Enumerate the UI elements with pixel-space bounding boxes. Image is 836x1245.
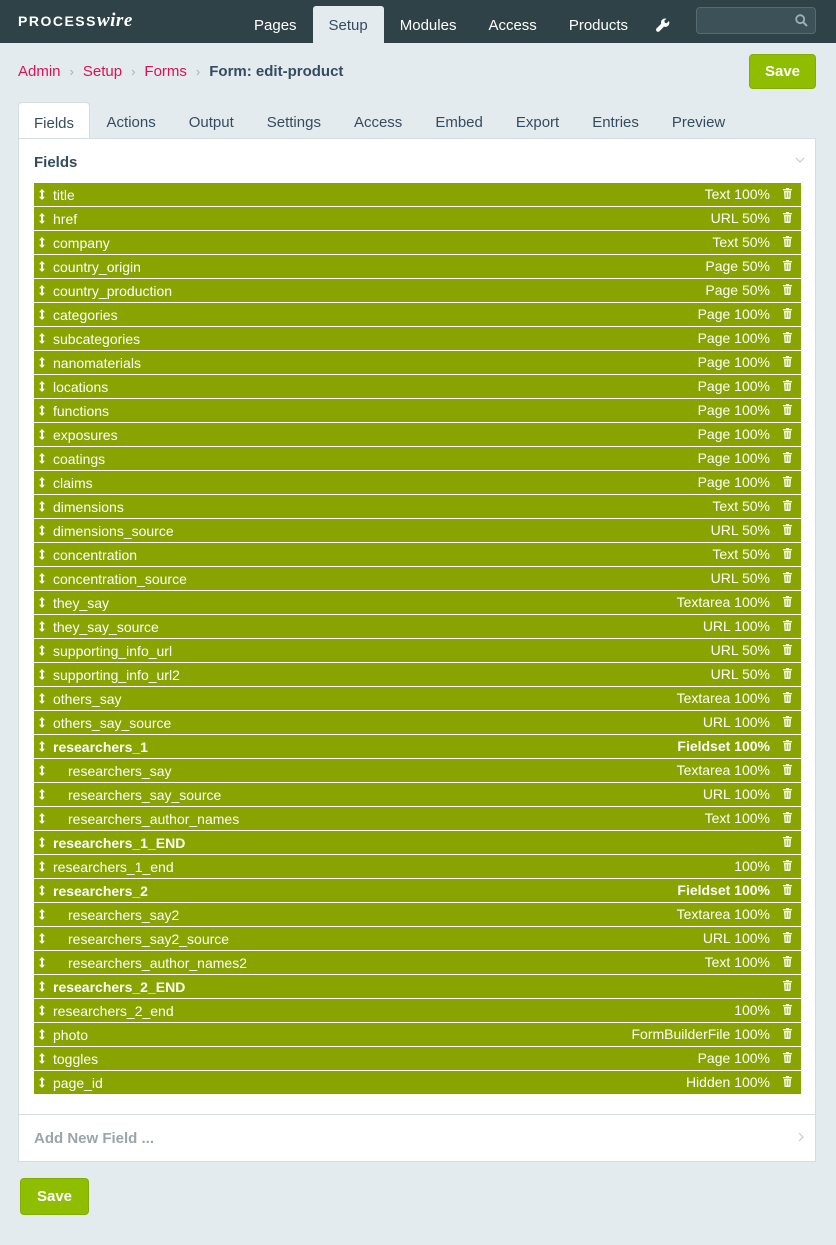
drag-arrows-icon[interactable] — [38, 1053, 46, 1064]
field-type-width: Page 100% — [697, 1050, 770, 1066]
field-name[interactable]: page_id — [53, 1075, 103, 1091]
drag-arrows-icon[interactable] — [38, 693, 46, 704]
drag-arrows-icon[interactable] — [38, 717, 46, 728]
field-row[interactable] — [34, 567, 801, 591]
drag-arrows-icon[interactable] — [38, 1029, 46, 1040]
field-row[interactable] — [34, 207, 801, 231]
field-type-width: Page 100% — [697, 354, 770, 370]
trash-icon[interactable] — [783, 668, 792, 679]
field-type-width: Page 100% — [697, 426, 770, 442]
trash-icon[interactable] — [783, 596, 792, 607]
drag-arrows-icon[interactable] — [38, 861, 46, 872]
field-row[interactable] — [34, 759, 801, 783]
chevron-right-icon[interactable] — [797, 1132, 805, 1142]
field-type-width: URL 50% — [710, 642, 770, 658]
field-row[interactable] — [34, 591, 801, 615]
field-name[interactable]: locations — [53, 379, 109, 395]
field-name[interactable]: they_say — [53, 595, 110, 611]
field-name[interactable]: researchers_2_end — [53, 1003, 174, 1019]
drag-arrows-icon[interactable] — [38, 573, 46, 584]
trash-icon[interactable] — [783, 788, 792, 799]
field-name[interactable]: supporting_info_url — [53, 643, 173, 659]
field-row[interactable] — [34, 327, 801, 351]
trash-icon[interactable] — [783, 308, 792, 319]
tab-export[interactable]: Export — [515, 114, 560, 131]
trash-icon[interactable] — [783, 932, 792, 943]
field-row[interactable] — [34, 279, 801, 303]
field-row[interactable] — [34, 303, 801, 327]
field-name[interactable]: researchers_2_END — [53, 979, 186, 995]
trash-icon[interactable] — [783, 212, 792, 223]
field-name[interactable]: researchers_author_names2 — [68, 955, 247, 971]
trash-icon[interactable] — [783, 740, 792, 751]
field-name[interactable]: supporting_info_url2 — [53, 667, 180, 683]
topnav-products[interactable]: Products — [568, 16, 629, 34]
tab-entries[interactable]: Entries — [592, 114, 639, 131]
trash-icon[interactable] — [783, 548, 792, 559]
trash-icon[interactable] — [783, 332, 792, 343]
field-name[interactable]: concentration — [53, 547, 138, 563]
trash-icon[interactable] — [783, 980, 792, 991]
field-type-width: Text 50% — [712, 234, 770, 250]
trash-icon[interactable] — [783, 284, 792, 295]
drag-arrows-icon[interactable] — [38, 309, 46, 320]
field-row[interactable] — [34, 879, 801, 903]
field-type-width: FormBuilderFile 100% — [631, 1026, 770, 1042]
chevron-down-icon[interactable] — [795, 156, 805, 164]
field-row[interactable] — [34, 1047, 801, 1071]
breadcrumb-separator-icon: › — [131, 63, 136, 79]
trash-icon[interactable] — [783, 884, 792, 895]
field-row[interactable] — [34, 399, 801, 423]
field-row[interactable] — [34, 375, 801, 399]
save-button-bottom[interactable]: Save — [20, 1178, 89, 1215]
tab-preview[interactable]: Preview — [671, 114, 726, 131]
field-name[interactable]: researchers_say — [68, 763, 172, 779]
field-row[interactable] — [34, 831, 801, 855]
trash-icon[interactable] — [783, 644, 792, 655]
logo-text-part1: PROCESS — [18, 13, 97, 29]
top-navigation — [238, 0, 682, 43]
trash-icon[interactable] — [783, 692, 792, 703]
topnav-pages[interactable]: Pages — [254, 16, 297, 34]
drag-arrows-icon[interactable] — [38, 261, 46, 272]
field-row[interactable] — [34, 999, 801, 1023]
field-name[interactable]: company — [53, 235, 110, 251]
field-name[interactable]: researchers_say2_source — [68, 931, 230, 947]
field-name[interactable]: functions — [53, 403, 110, 419]
field-row[interactable] — [34, 663, 801, 687]
drag-arrows-icon[interactable] — [38, 237, 46, 248]
search-icon — [795, 14, 808, 27]
logo-text-part2: wire — [96, 10, 133, 31]
masthead — [0, 0, 836, 43]
field-row[interactable] — [34, 903, 801, 927]
trash-icon[interactable] — [783, 260, 792, 271]
field-row[interactable] — [34, 783, 801, 807]
field-name[interactable]: country_production — [53, 283, 173, 299]
field-row[interactable] — [34, 423, 801, 447]
trash-icon[interactable] — [783, 836, 792, 847]
topnav-setup[interactable]: Setup — [313, 6, 384, 43]
field-type-width: URL 100% — [702, 786, 770, 802]
drag-arrows-icon[interactable] — [38, 645, 46, 656]
field-type-width: Text 100% — [704, 186, 770, 202]
drag-arrows-icon[interactable] — [38, 189, 46, 200]
breadcrumb-separator-icon: › — [69, 63, 74, 79]
trash-icon[interactable] — [783, 236, 792, 247]
field-name[interactable]: categories — [53, 307, 118, 323]
field-type-width: URL 50% — [710, 570, 770, 586]
breadcrumb-separator-icon: › — [195, 63, 201, 79]
field-row[interactable] — [34, 615, 801, 639]
drag-arrows-icon[interactable] — [38, 357, 46, 368]
drag-arrows-icon[interactable] — [38, 765, 46, 776]
field-name[interactable]: researchers_1_end — [53, 859, 174, 875]
field-name[interactable]: concentration_source — [53, 571, 187, 587]
drag-arrows-icon[interactable] — [38, 597, 46, 608]
wrench-icon[interactable] — [644, 0, 682, 43]
field-row[interactable] — [34, 855, 801, 879]
field-type-width: Page 100% — [697, 450, 770, 466]
field-name[interactable]: claims — [53, 475, 93, 491]
field-type-width: Page 50% — [705, 282, 770, 298]
tab-actions[interactable]: Actions — [106, 114, 156, 131]
field-row[interactable] — [34, 975, 801, 999]
field-name[interactable]: researchers_1 — [53, 739, 148, 755]
field-row[interactable] — [34, 447, 801, 471]
trash-icon[interactable] — [783, 620, 792, 631]
trash-icon[interactable] — [783, 476, 792, 487]
field-name[interactable]: others_say_source — [53, 715, 172, 731]
field-row[interactable] — [34, 1023, 801, 1047]
field-type-width: URL 100% — [702, 930, 770, 946]
field-name[interactable]: others_say — [53, 691, 122, 707]
drag-arrows-icon[interactable] — [38, 981, 46, 992]
drag-arrows-icon[interactable] — [38, 501, 46, 512]
drag-arrows-icon[interactable] — [38, 789, 46, 800]
field-row[interactable] — [34, 687, 801, 711]
field-row[interactable] — [34, 183, 801, 207]
breadcrumb-admin[interactable]: Admin — [18, 62, 61, 80]
drag-arrows-icon[interactable] — [38, 741, 46, 752]
field-row[interactable] — [34, 543, 801, 567]
field-type-width: Page 100% — [697, 330, 770, 346]
field-name[interactable]: coatings — [53, 451, 106, 467]
field-type-width: Page 100% — [697, 306, 770, 322]
field-row[interactable] — [34, 231, 801, 255]
add-new-field-panel[interactable] — [18, 1114, 816, 1162]
field-name[interactable]: title — [53, 187, 75, 203]
fields-panel — [18, 138, 816, 1115]
trash-icon[interactable] — [783, 452, 792, 463]
trash-icon[interactable] — [783, 812, 792, 823]
drag-arrows-icon[interactable] — [38, 429, 46, 440]
field-type-width: URL 50% — [710, 666, 770, 682]
field-type-width: Page 100% — [697, 402, 770, 418]
field-name[interactable]: photo — [53, 1027, 89, 1043]
field-type-width: Textarea 100% — [676, 594, 770, 610]
trash-icon[interactable] — [783, 908, 792, 919]
field-row[interactable] — [34, 1071, 801, 1095]
trash-icon[interactable] — [783, 356, 792, 367]
field-row[interactable] — [34, 519, 801, 543]
field-name[interactable]: researchers_say_source — [68, 787, 222, 803]
breadcrumb — [18, 61, 343, 81]
field-type-width: 100% — [734, 1002, 770, 1018]
trash-icon[interactable] — [783, 716, 792, 727]
trash-icon[interactable] — [783, 404, 792, 415]
field-type-width: Textarea 100% — [676, 762, 770, 778]
drag-arrows-icon[interactable] — [38, 525, 46, 536]
drag-arrows-icon[interactable] — [38, 957, 46, 968]
tab-output[interactable]: Output — [188, 114, 234, 131]
drag-arrows-icon[interactable] — [38, 549, 46, 560]
field-row[interactable] — [34, 807, 801, 831]
drag-arrows-icon[interactable] — [38, 213, 46, 224]
trash-icon[interactable] — [783, 188, 792, 199]
field-type-width: Hidden 100% — [685, 1074, 770, 1090]
trash-icon[interactable] — [783, 860, 792, 871]
processwire-logo[interactable] — [18, 10, 133, 32]
topnav-modules[interactable]: Modules — [399, 16, 457, 34]
field-type-width: Text 50% — [712, 498, 770, 514]
field-type-width: 100% — [734, 858, 770, 874]
trash-icon[interactable] — [783, 1076, 792, 1087]
drag-arrows-icon[interactable] — [38, 381, 46, 392]
tab-settings[interactable]: Settings — [266, 114, 321, 131]
trash-icon[interactable] — [783, 524, 792, 535]
drag-arrows-icon[interactable] — [38, 285, 46, 296]
field-name[interactable]: dimensions — [53, 499, 124, 515]
drag-arrows-icon[interactable] — [38, 333, 46, 344]
field-row[interactable] — [34, 735, 801, 759]
field-row[interactable] — [34, 255, 801, 279]
drag-arrows-icon[interactable] — [38, 1005, 46, 1016]
breadcrumb-forms[interactable]: Forms — [144, 62, 187, 80]
field-type-width: Fieldset 100% — [677, 738, 770, 754]
field-name[interactable]: subcategories — [53, 331, 141, 347]
field-type-width: URL 100% — [702, 618, 770, 634]
drag-arrows-icon[interactable] — [38, 405, 46, 416]
trash-icon[interactable] — [783, 380, 792, 391]
field-name[interactable]: they_say_source — [53, 619, 159, 635]
drag-arrows-icon[interactable] — [38, 933, 46, 944]
fields-panel-title[interactable]: Fields — [34, 154, 78, 171]
trash-icon[interactable] — [783, 1004, 792, 1015]
tab-embed[interactable]: Embed — [435, 114, 483, 131]
form-tabs — [18, 102, 742, 139]
field-row[interactable] — [34, 639, 801, 663]
drag-arrows-icon[interactable] — [38, 837, 46, 848]
field-row[interactable] — [34, 711, 801, 735]
field-name[interactable]: exposures — [53, 427, 118, 443]
page-title: Form: edit-product — [209, 62, 344, 80]
breadcrumb-setup[interactable]: Setup — [82, 62, 123, 80]
field-name[interactable]: href — [53, 211, 78, 227]
trash-icon[interactable] — [783, 1052, 792, 1063]
field-row[interactable] — [34, 927, 801, 951]
field-type-width: Text 100% — [704, 810, 770, 826]
trash-icon[interactable] — [783, 764, 792, 775]
trash-icon[interactable] — [783, 500, 792, 511]
drag-arrows-icon[interactable] — [38, 1077, 46, 1088]
drag-arrows-icon[interactable] — [38, 909, 46, 920]
field-name[interactable]: researchers_1_END — [53, 835, 186, 851]
drag-arrows-icon[interactable] — [38, 813, 46, 824]
search-input[interactable] — [696, 7, 816, 34]
field-type-width: URL 50% — [710, 210, 770, 226]
drag-arrows-icon[interactable] — [38, 669, 46, 680]
field-name[interactable]: researchers_2 — [53, 883, 148, 899]
field-name[interactable]: nanomaterials — [53, 355, 141, 371]
drag-arrows-icon[interactable] — [38, 621, 46, 632]
field-type-width: Fieldset 100% — [677, 882, 770, 898]
tab-access[interactable]: Access — [353, 114, 403, 131]
field-type-width: Page 100% — [697, 474, 770, 490]
field-type-width: Text 50% — [712, 546, 770, 562]
field-type-width: Text 100% — [704, 954, 770, 970]
field-row[interactable] — [34, 951, 801, 975]
field-name[interactable]: dimensions_source — [53, 523, 174, 539]
drag-arrows-icon[interactable] — [38, 477, 46, 488]
field-row[interactable] — [34, 471, 801, 495]
field-row[interactable] — [34, 495, 801, 519]
trash-icon[interactable] — [783, 428, 792, 439]
tab-fields[interactable]: Fields — [18, 102, 90, 140]
field-name[interactable]: researchers_author_names — [68, 811, 240, 827]
field-type-width: Page 50% — [705, 258, 770, 274]
field-type-width: Textarea 100% — [676, 906, 770, 922]
drag-arrows-icon[interactable] — [38, 885, 46, 896]
trash-icon[interactable] — [783, 956, 792, 967]
field-row[interactable] — [34, 351, 801, 375]
field-name[interactable]: researchers_say2 — [68, 907, 180, 923]
field-type-width: Page 100% — [697, 378, 770, 394]
field-type-width: URL 100% — [702, 714, 770, 730]
field-name[interactable]: country_origin — [53, 259, 141, 275]
field-name[interactable]: toggles — [53, 1051, 99, 1067]
save-button-top[interactable]: Save — [749, 54, 816, 89]
fields-list — [34, 183, 801, 1095]
trash-icon[interactable] — [783, 1028, 792, 1039]
add-new-field-label[interactable]: Add New Field ... — [34, 1130, 155, 1147]
field-type-width: Textarea 100% — [676, 690, 770, 706]
topnav-access[interactable]: Access — [488, 16, 537, 34]
drag-arrows-icon[interactable] — [38, 453, 46, 464]
trash-icon[interactable] — [783, 572, 792, 583]
field-type-width: URL 50% — [710, 522, 770, 538]
